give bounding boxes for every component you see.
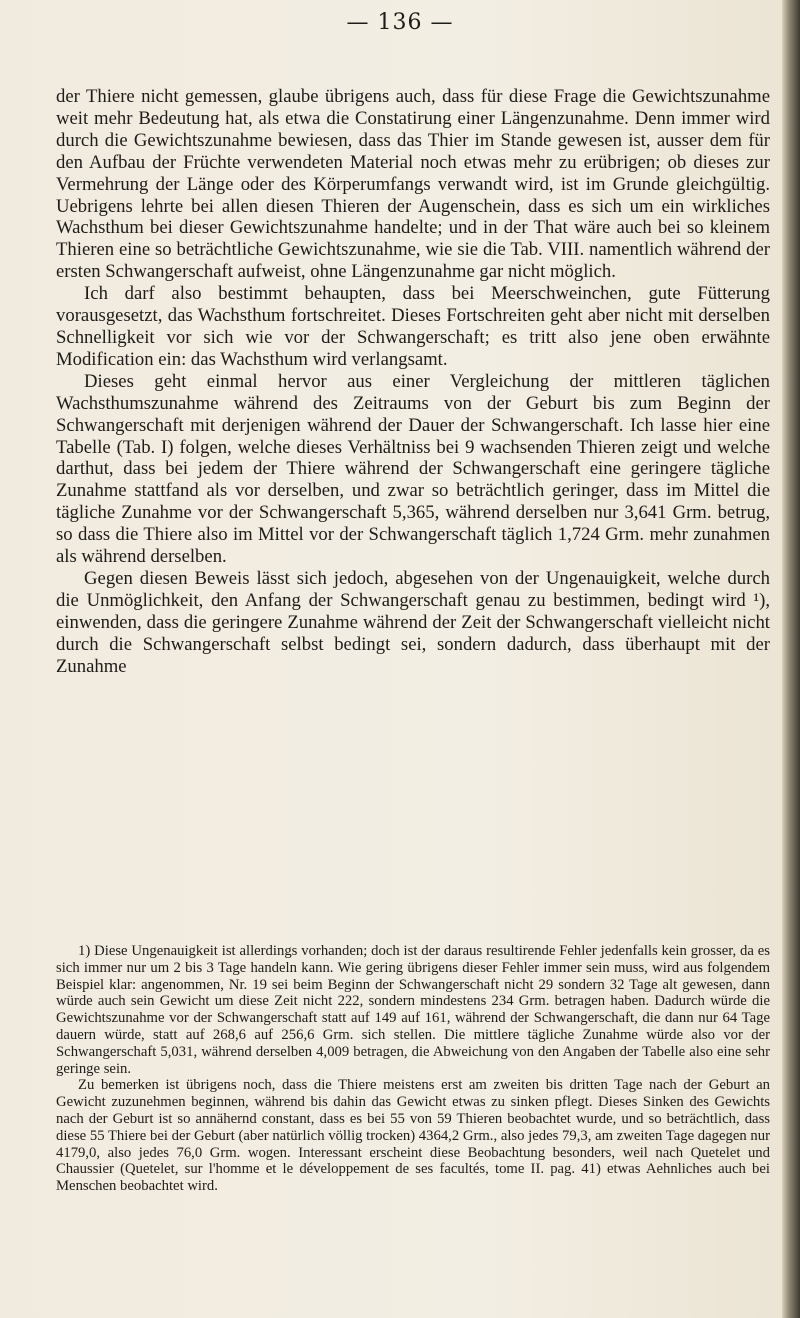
paragraph-3: Dieses geht einmal hervor aus einer Vergleichung der mittleren täglichen Wachsthumszunahme während des Zeitraums von der Geburt bis zum Beginn der Schwangerschaft mit derjenigen während der Dauer der Schwangerschaft. Ich lasse hier eine Tabelle (Tab. I) folgen, welche dieses Verhältniss bei 9 wachsenden Thieren zeigt und welche darthut, dass bei jedem der Thiere während der Schwangerschaft eine geringere tägliche Zunahme stattfand als vor derselben, und zwar so beträchtlich geringer, dass im Mittel die tägliche Zunahme vor der Schwangerschaft 5,365, während derselben nur 3,641 Grm. betrug, so dass die Thiere also im Mittel vor der Schwangerschaft täglich 1,724 Grm. mehr zunahmen als während derselben. bbox=[56, 370, 770, 568]
paragraph-4: Gegen diesen Beweis lässt sich jedoch, abgesehen von der Ungenauigkeit, welche durch die Unmöglichkeit, den Anfang der Schwangerschaft genau zu bestimmen, bedingt wird ¹), einwenden, dass die geringere Zunahme während der Zeit der Schwangerschaft vielleicht nicht durch die Schwangerschaft selbst bedingt sei, sondern dadurch, dass überhaupt mit der Zunahme bbox=[56, 567, 770, 677]
book-spine-edge bbox=[782, 0, 800, 1318]
main-text bbox=[56, 86, 770, 677]
footnote-1: 1) Diese Ungenauigkeit ist allerdings vorhanden; doch ist der daraus resultirende Fehler jedenfalls kein grosser, da es sich immer nur um 2 bis 3 Tage handeln kann. Wie gering übrigens dieser Fehler immer sein muss, wird aus folgendem Beispiel klar: angenommen, Nr. 19 sei beim Beginn der Schwangerschaft nicht 29 sondern 32 Tage alt gewesen, dann würde auch sein Gewicht um diese Zeit nicht 222, sondern mindestens 234 Grm. betragen haben. Dadurch würde die Gewichtszunahme vor der Schwangerschaft statt auf 149 auf 161, während der Schwangerschaft, die dann nur 64 Tage dauern würde, statt auf 268,6 auf 256,6 Grm. sich stellen. Die mittlere tägliche Zunahme würde also vor der Schwangerschaft 5,031, während derselben 4,009 betragen, die Abweichung von den Angaben der Tabelle also eine sehr geringe sein. bbox=[56, 943, 770, 1077]
paragraph-2: Ich darf also bestimmt behaupten, dass bei Meerschweinchen, gute Fütterung vorausgesetzt, das Wachsthum fortschreitet. Dieses Fortschreiten geht aber nicht mit derselben Schnelligkeit vor sich wie vor der Schwangerschaft; es tritt also jene oben erwähnte Modification ein: das Wachsthum wird verlangsamt. bbox=[56, 283, 770, 370]
footnote-1-continuation: Zu bemerken ist übrigens noch, dass die Thiere meistens erst am zweiten bis dritten Tage nach der Geburt an Gewicht zuzunehmen beginnen, während bis dahin das Gewicht etwas zu sinken pflegt. Dieses Sinken des Gewichts nach der Geburt ist so annähernd constant, dass es bei 55 von 59 Thieren beobachtet wurde, und so beträchtlich, dass diese 55 Thiere bei der Geburt (aber natürlich völlig trocken) 4364,2 Grm., also jedes 79,3, am zweiten Tage dagegen nur 4179,0, also jedes 76,0 Grm. wogen. Interessant erscheint diese Beobachtung besonders, weil nach Quetelet und Chaussier (Quetelet, sur l'homme et le développement de ses facultés, tome II. pag. 41) etwas Aehnliches auch bei Menschen beobachtet wird. bbox=[56, 1077, 770, 1195]
page-number: — 136 — bbox=[346, 10, 454, 35]
paragraph-1: der Thiere nicht gemessen, glaube übrigens auch, dass für diese Frage die Gewichtszunahme weit mehr Bedeutung hat, als etwa die Constatirung einer Längenzunahme. Denn immer wird durch die Gewichtszunahme bewiesen, dass das Thier im Stande gewesen ist, ausser dem für den Aufbau der Früchte verwendeten Material noch etwas mehr zu erübrigen; ob dieses zur Vermehrung der Länge oder des Körperumfangs verwandt wird, ist im Grunde gleichgültig. Uebrigens lehrte bei allen diesen Thieren der Augenschein, dass es sich um ein wirkliches Wachsthum bei dieser Gewichtszunahme handelte; und in der That wäre auch bei so kleinem Thieren eine so beträchtliche Gewichtszunahme, wie sie die Tab. VIII. namentlich während der ersten Schwangerschaft aufweist, ohne Längenzunahme gar nicht möglich. bbox=[56, 86, 770, 283]
footnotes bbox=[56, 943, 770, 1195]
